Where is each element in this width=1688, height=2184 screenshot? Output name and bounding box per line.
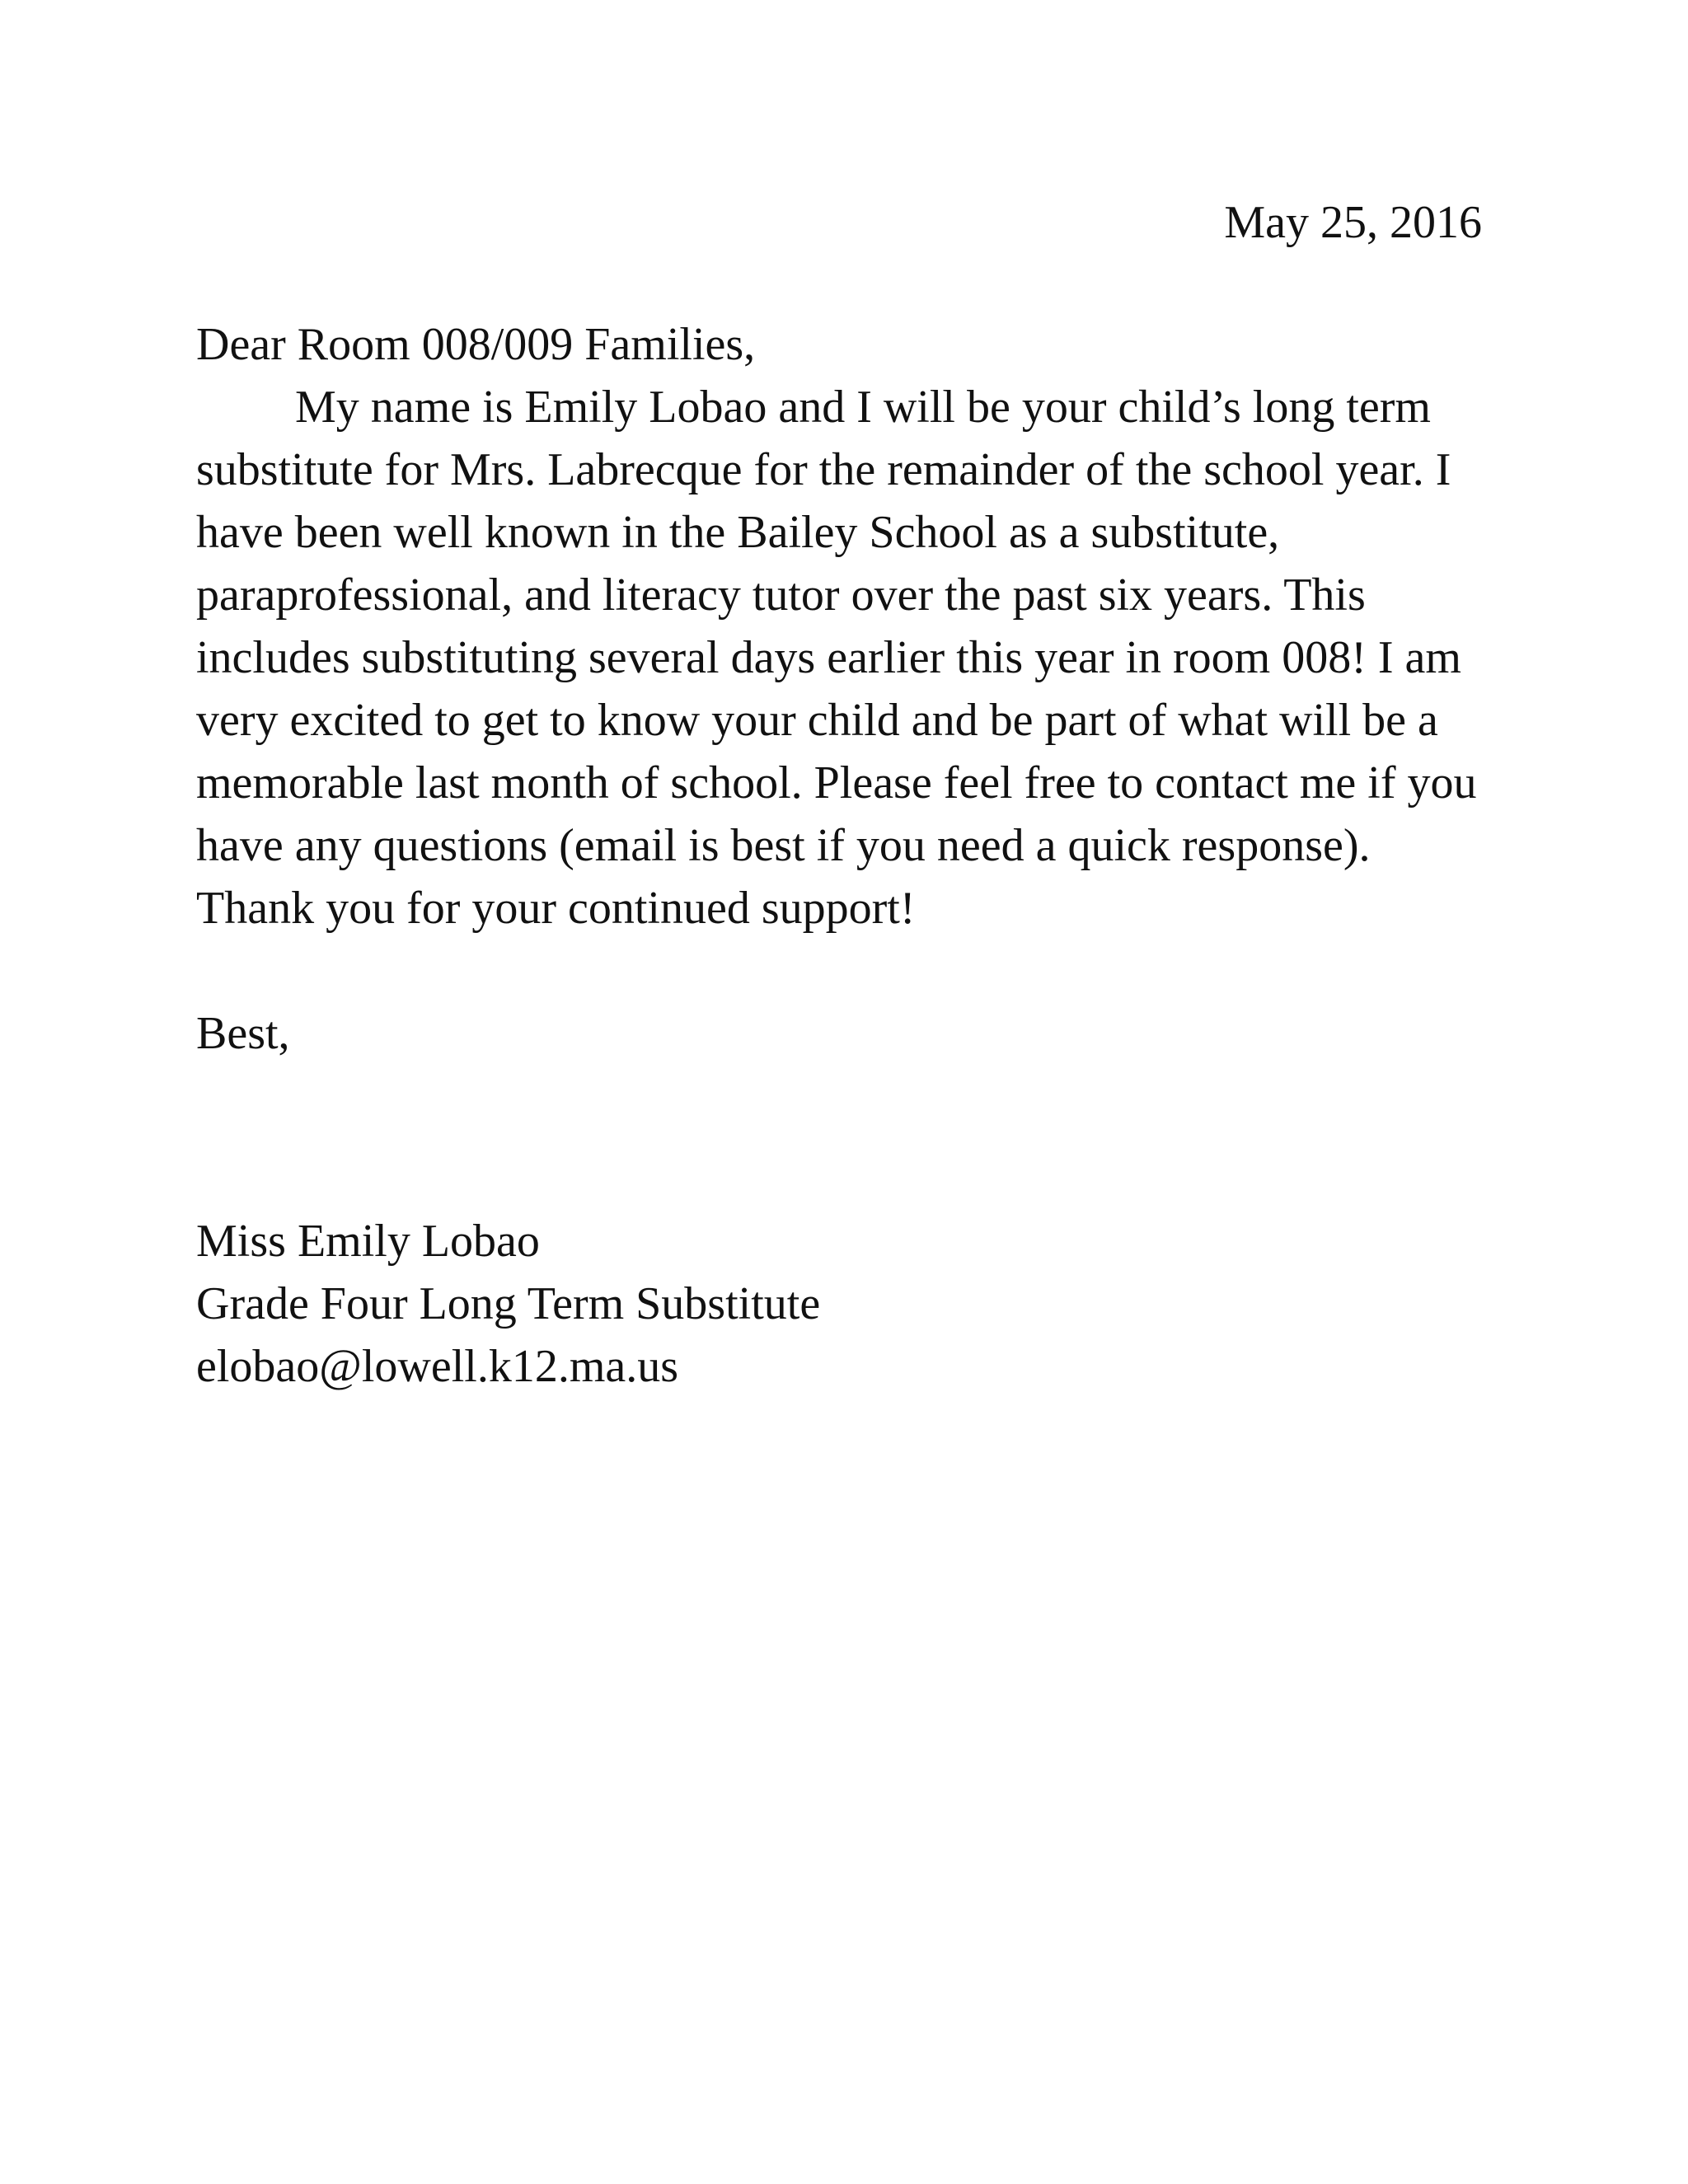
letter-body-paragraph: My name is Emily Lobao and I will be your child’s long term substitute for Mrs. Labrecque for the remainder of the school year. I have been well known in the Bailey School as a substitute, paraprofessional, and literacy tutor over the past six years. This includes substituting several days earlier this year in room 008! I am very excited to get to know your child and be part of what will be a memorable last month of school. Please feel free to contact me if you have any questions (email is best if you need a quick response). Thank you for your continued support! [196,382,1477,934]
letter-salutation: Dear Room 008/009 Families, [196,319,756,370]
letter-content [196,191,1482,1398]
signature-title: Grade Four Long Term Substitute [196,1278,821,1329]
letter-closing: Best, [196,1008,290,1059]
signature-name: Miss Emily Lobao [196,1216,540,1267]
letter-date: May 25, 2016 [1224,197,1482,248]
signature-email: elobao@lowell.k12.ma.us [196,1341,679,1392]
signature-block [196,1210,1482,1398]
